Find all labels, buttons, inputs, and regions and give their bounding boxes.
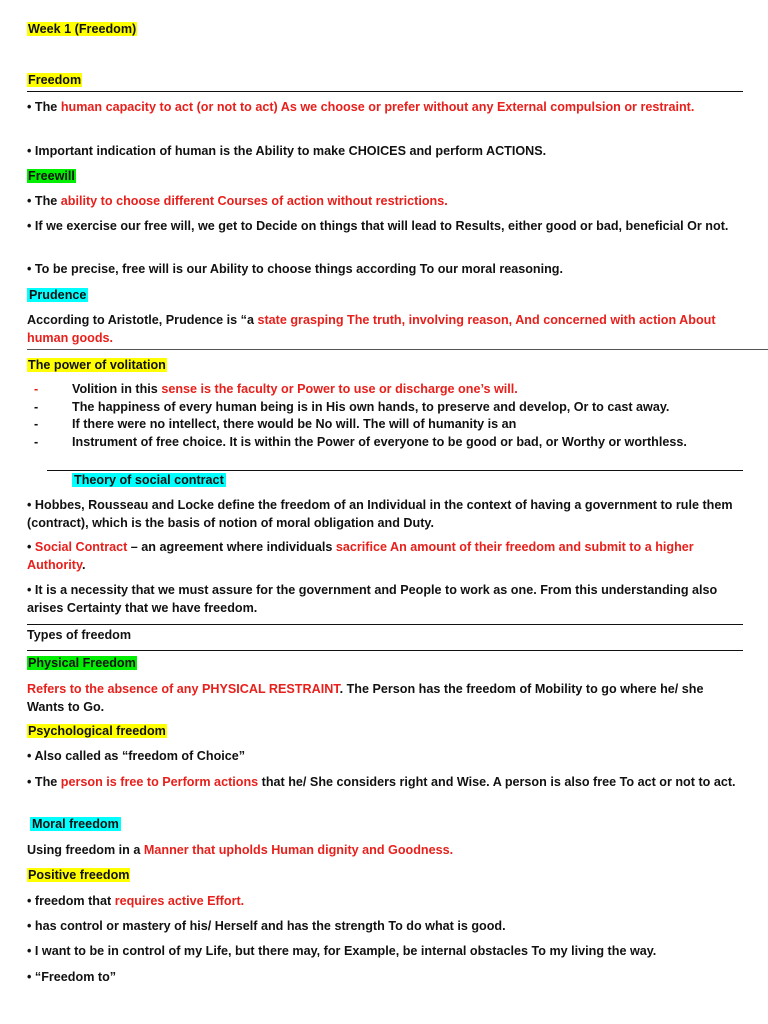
section-freewill-heading bbox=[27, 167, 742, 185]
freewill-paragraph-1: • The ability to choose different Courses of action without restrictions. bbox=[27, 194, 448, 208]
section-positive-heading bbox=[27, 866, 742, 884]
week-title: Week 1 (Freedom) bbox=[28, 22, 137, 36]
physical-heading: Physical Freedom bbox=[28, 656, 136, 670]
list-item: - If there were no intellect, there would be No will. The will of humanity is an bbox=[34, 417, 517, 431]
volitation-list bbox=[27, 381, 744, 451]
section-freedom-heading bbox=[27, 71, 742, 89]
section-psychological-heading bbox=[27, 722, 742, 740]
moral-heading: Moral freedom bbox=[32, 817, 119, 831]
freewill-paragraph-3: • To be precise, free will is our Ability to choose things according To our moral reasoning. bbox=[27, 262, 563, 276]
section-volitation-heading bbox=[27, 356, 742, 374]
section-social-contract-heading bbox=[72, 471, 742, 489]
freewill-paragraph-2: • If we exercise our free will, we get to Decide on things that will lead to Results, either good or bad, beneficial Or not. bbox=[27, 219, 729, 233]
list-item: - Instrument of free choice. It is within the Power of everyone to be good or bad, or Worthy or worthless. bbox=[34, 434, 687, 449]
section-divider bbox=[27, 91, 743, 92]
moral-paragraph: Using freedom in a Manner that upholds Human dignity and Goodness. bbox=[27, 843, 454, 857]
positive-paragraph-2: • has control or mastery of his/ Herself and has the strength To do what is good. bbox=[27, 919, 506, 933]
volitation-heading: The power of volitation bbox=[28, 358, 166, 372]
document-title bbox=[27, 20, 742, 38]
prudence-heading: Prudence bbox=[29, 288, 87, 302]
list-item: - Volition in this sense is the faculty or Power to use or discharge one’s will. bbox=[34, 382, 518, 396]
list-item: - The happiness of every human being is in His own hands, to preserve and develop, Or to cast away. bbox=[34, 399, 670, 414]
positive-paragraph-1: • freedom that requires active Effort. bbox=[27, 894, 245, 908]
social-contract-paragraph-2: • Social Contract – an agreement where individuals sacrifice An amount of their freedom and submit to a higher Authority. bbox=[27, 540, 694, 572]
social-contract-paragraph-3: • It is a necessity that we must assure for the government and People to work as one. From this understanding also arises Certainty that we have freedom. bbox=[27, 583, 718, 615]
positive-paragraph-4: • “Freedom to” bbox=[27, 970, 117, 984]
section-divider bbox=[27, 349, 768, 350]
section-prudence-heading bbox=[27, 286, 742, 304]
psychological-heading: Psychological freedom bbox=[28, 724, 166, 738]
social-contract-heading: Theory of social contract bbox=[74, 473, 224, 487]
section-divider bbox=[27, 624, 743, 625]
section-divider bbox=[27, 650, 743, 651]
types-heading: Types of freedom bbox=[27, 628, 132, 642]
section-moral-heading bbox=[30, 815, 742, 833]
freewill-heading: Freewill bbox=[28, 169, 75, 183]
physical-paragraph: Refers to the absence of any PHYSICAL RESTRAINT. The Person has the freedom of Mobility to go where he/ she Wants to Go. bbox=[27, 682, 704, 714]
freedom-heading: Freedom bbox=[28, 73, 82, 87]
social-contract-paragraph-1: • Hobbes, Rousseau and Locke define the freedom of an Individual in the context of having a government to rule them (contract), which is the basis of notion of moral obligation and Duty. bbox=[27, 498, 733, 530]
freedom-paragraph-2: • Important indication of human is the Ability to make CHOICES and perform ACTIONS. bbox=[27, 144, 547, 158]
psychological-paragraph-1: • Also called as “freedom of Choice” bbox=[27, 749, 246, 763]
freedom-paragraph-1: • The human capacity to act (or not to act) As we choose or prefer without any External compulsion or restraint. bbox=[27, 100, 695, 114]
psychological-paragraph-2: • The person is free to Perform actions that he/ She considers right and Wise. A person is also free To act or not to act. bbox=[27, 775, 736, 789]
positive-heading: Positive freedom bbox=[28, 868, 130, 882]
positive-paragraph-3: • I want to be in control of my Life, but there may, for Example, be internal obstacles To my living the way. bbox=[27, 944, 657, 958]
section-physical-heading bbox=[27, 654, 742, 672]
prudence-paragraph: According to Aristotle, Prudence is “a state grasping The truth, involving reason, And concerned with action About human goods. bbox=[27, 313, 716, 345]
